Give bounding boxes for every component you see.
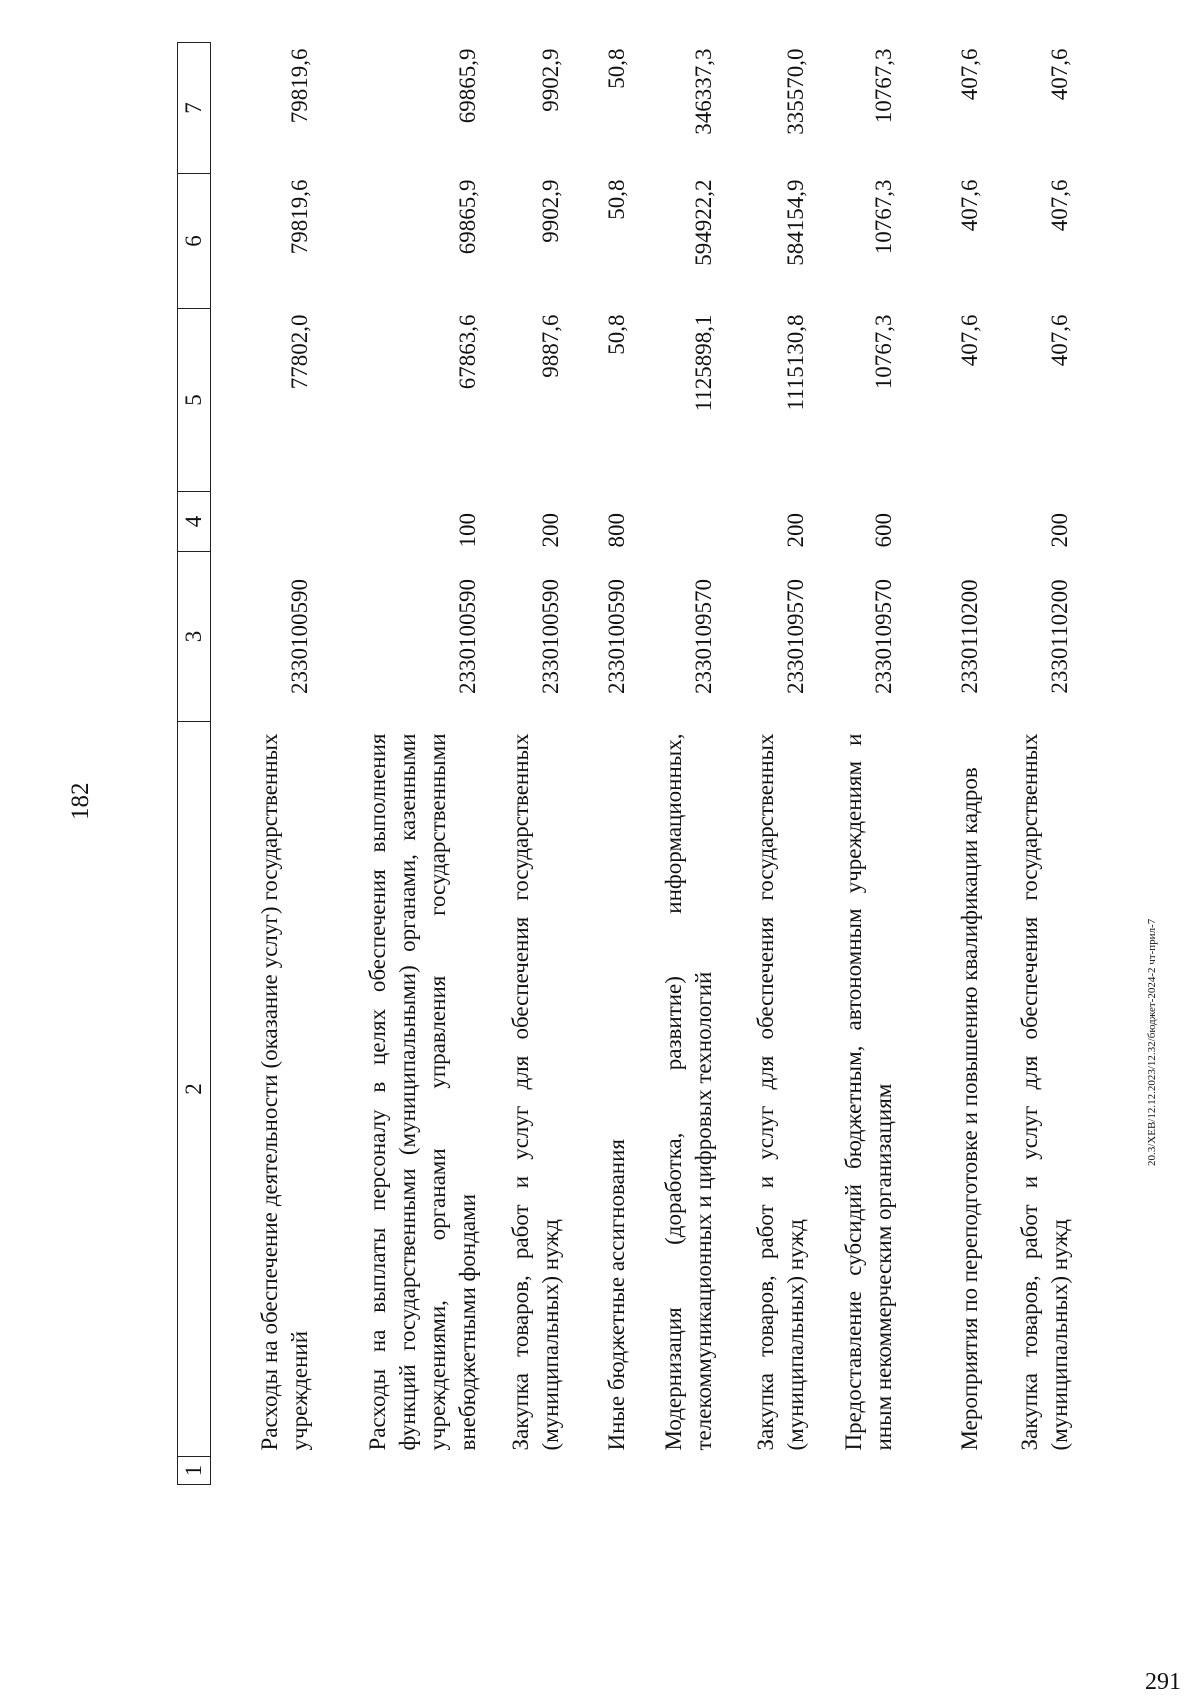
- target-article-code: 2330100590: [287, 579, 312, 694]
- row-description: Иные бюджетные ассигнования: [604, 1139, 629, 1451]
- document-code: 20.3/XEB/12.12.2023/12.32/бюджет-2024-2 чт-прил-7: [1146, 918, 1158, 1166]
- amount-col7: 407,6: [957, 48, 982, 101]
- sheet-number: 291: [1145, 1669, 1181, 1695]
- amount-col6: 407,6: [957, 179, 982, 232]
- amount-col7: 407,6: [1047, 48, 1072, 101]
- target-article-code: 2330100590: [538, 579, 563, 694]
- amount-col7: 79819,6: [287, 48, 312, 124]
- amount-col7: 9902,9: [538, 48, 563, 112]
- amount-col7: 346337,3: [691, 48, 716, 135]
- expense-type-code: 200: [783, 513, 808, 548]
- amount-col6: 594922,2: [691, 179, 716, 266]
- amount-col6: 407,6: [1047, 179, 1072, 232]
- expense-type-code: [211, 492, 316, 552]
- amount-col7: 50,8: [604, 48, 629, 89]
- table-row: [811, 43, 899, 1485]
- amount-col6: 9902,9: [538, 179, 563, 243]
- amount-col5: 77802,0: [287, 314, 312, 390]
- row-number-cell: [811, 1457, 899, 1485]
- column-header-7: 7: [178, 43, 211, 174]
- amount-col5: 50,8: [604, 314, 629, 355]
- row-description: Мероприятия по переподготовке и повышению квалификации кадров: [957, 767, 982, 1451]
- column-header-5: 5: [178, 309, 211, 492]
- amount-col6: 69865,9: [455, 179, 480, 255]
- amount-col5: 9887,6: [538, 314, 563, 378]
- target-article-code: 2330109570: [871, 579, 896, 694]
- budget-table-container: [177, 43, 1113, 1485]
- target-article-code: 2330100590: [455, 579, 480, 694]
- expense-type-code: 800: [604, 513, 629, 548]
- table-row: [719, 43, 811, 1485]
- amount-col5: 1125898,1: [691, 314, 716, 412]
- table-header-row: [178, 43, 211, 1485]
- column-header-3: 3: [178, 552, 211, 722]
- amount-col7: 10767,3: [871, 48, 896, 124]
- row-description: Закупка товаров, работ и услуг для обеспечения государственных (муниципальных) нужд: [1017, 733, 1072, 1451]
- amount-col5: 10767,3: [871, 314, 896, 390]
- amount-col6: 50,8: [604, 179, 629, 220]
- amount-col5: 407,6: [1047, 314, 1072, 367]
- expense-type-code: 100: [455, 513, 480, 548]
- row-description: Расходы на выплаты персоналу в целях обеспечения выполнения функций государственными (муниципальными) органами, казенными учреждениями, органами управления государственными внебюджетными фондами: [365, 733, 480, 1451]
- row-number-cell: [566, 1457, 632, 1485]
- table-row: [985, 43, 1075, 1485]
- table-row: [899, 43, 985, 1485]
- column-header-4: 4: [178, 492, 211, 552]
- expense-type-code: [899, 492, 985, 552]
- page-number: 182: [67, 782, 94, 820]
- amount-col7: 335570,0: [783, 48, 808, 135]
- table-row: [211, 43, 316, 1485]
- row-description: Закупка товаров, работ и услуг для обеспечения государственных (муниципальных) нужд: [753, 733, 808, 1451]
- row-description: Модернизация (доработка, развитие) информационных, телекоммуникационных и цифровых технологий: [661, 733, 716, 1451]
- expense-type-code: 200: [538, 513, 563, 548]
- row-number-cell: [211, 1457, 316, 1485]
- table-row: [483, 43, 566, 1485]
- amount-col5: 1115130,8: [783, 314, 808, 411]
- target-article-code: 2330100590: [604, 579, 629, 694]
- expense-type-code: [632, 492, 719, 552]
- budget-table: [177, 42, 1075, 1485]
- row-description: Предоставление субсидий бюджетным, автономным учреждениям и иным некоммерческим организациям: [841, 733, 896, 1451]
- column-header-1: 1: [178, 1457, 211, 1485]
- column-header-2: 2: [178, 722, 211, 1457]
- amount-col7: 69865,9: [455, 48, 480, 124]
- row-number-cell: [632, 1457, 719, 1485]
- target-article-code: 2330109570: [783, 579, 808, 694]
- amount-col6: 79819,6: [287, 179, 312, 255]
- row-number-cell: [985, 1457, 1075, 1485]
- row-description: Расходы на обеспечение деятельности (оказание услуг) государственных учреждений: [257, 733, 312, 1451]
- table-row: [632, 43, 719, 1485]
- table-row: [315, 43, 483, 1485]
- table-row: [566, 43, 632, 1485]
- row-number-cell: [483, 1457, 566, 1485]
- amount-col5: 67863,6: [455, 314, 480, 390]
- row-description: Закупка товаров, работ и услуг для обеспечения государственных (муниципальных) нужд: [508, 733, 563, 1451]
- amount-col6: 10767,3: [871, 179, 896, 255]
- column-header-6: 6: [178, 174, 211, 309]
- target-article-code: 2330110200: [1047, 579, 1072, 694]
- amount-col5: 407,6: [957, 314, 982, 367]
- expense-type-code: 600: [871, 513, 896, 548]
- row-number-cell: [719, 1457, 811, 1485]
- amount-col6: 584154,9: [783, 179, 808, 266]
- target-article-code: 2330109570: [691, 579, 716, 694]
- row-number-cell: [899, 1457, 985, 1485]
- row-number-cell: [315, 1457, 483, 1485]
- target-article-code: 2330110200: [957, 579, 982, 694]
- expense-type-code: 200: [1047, 513, 1072, 548]
